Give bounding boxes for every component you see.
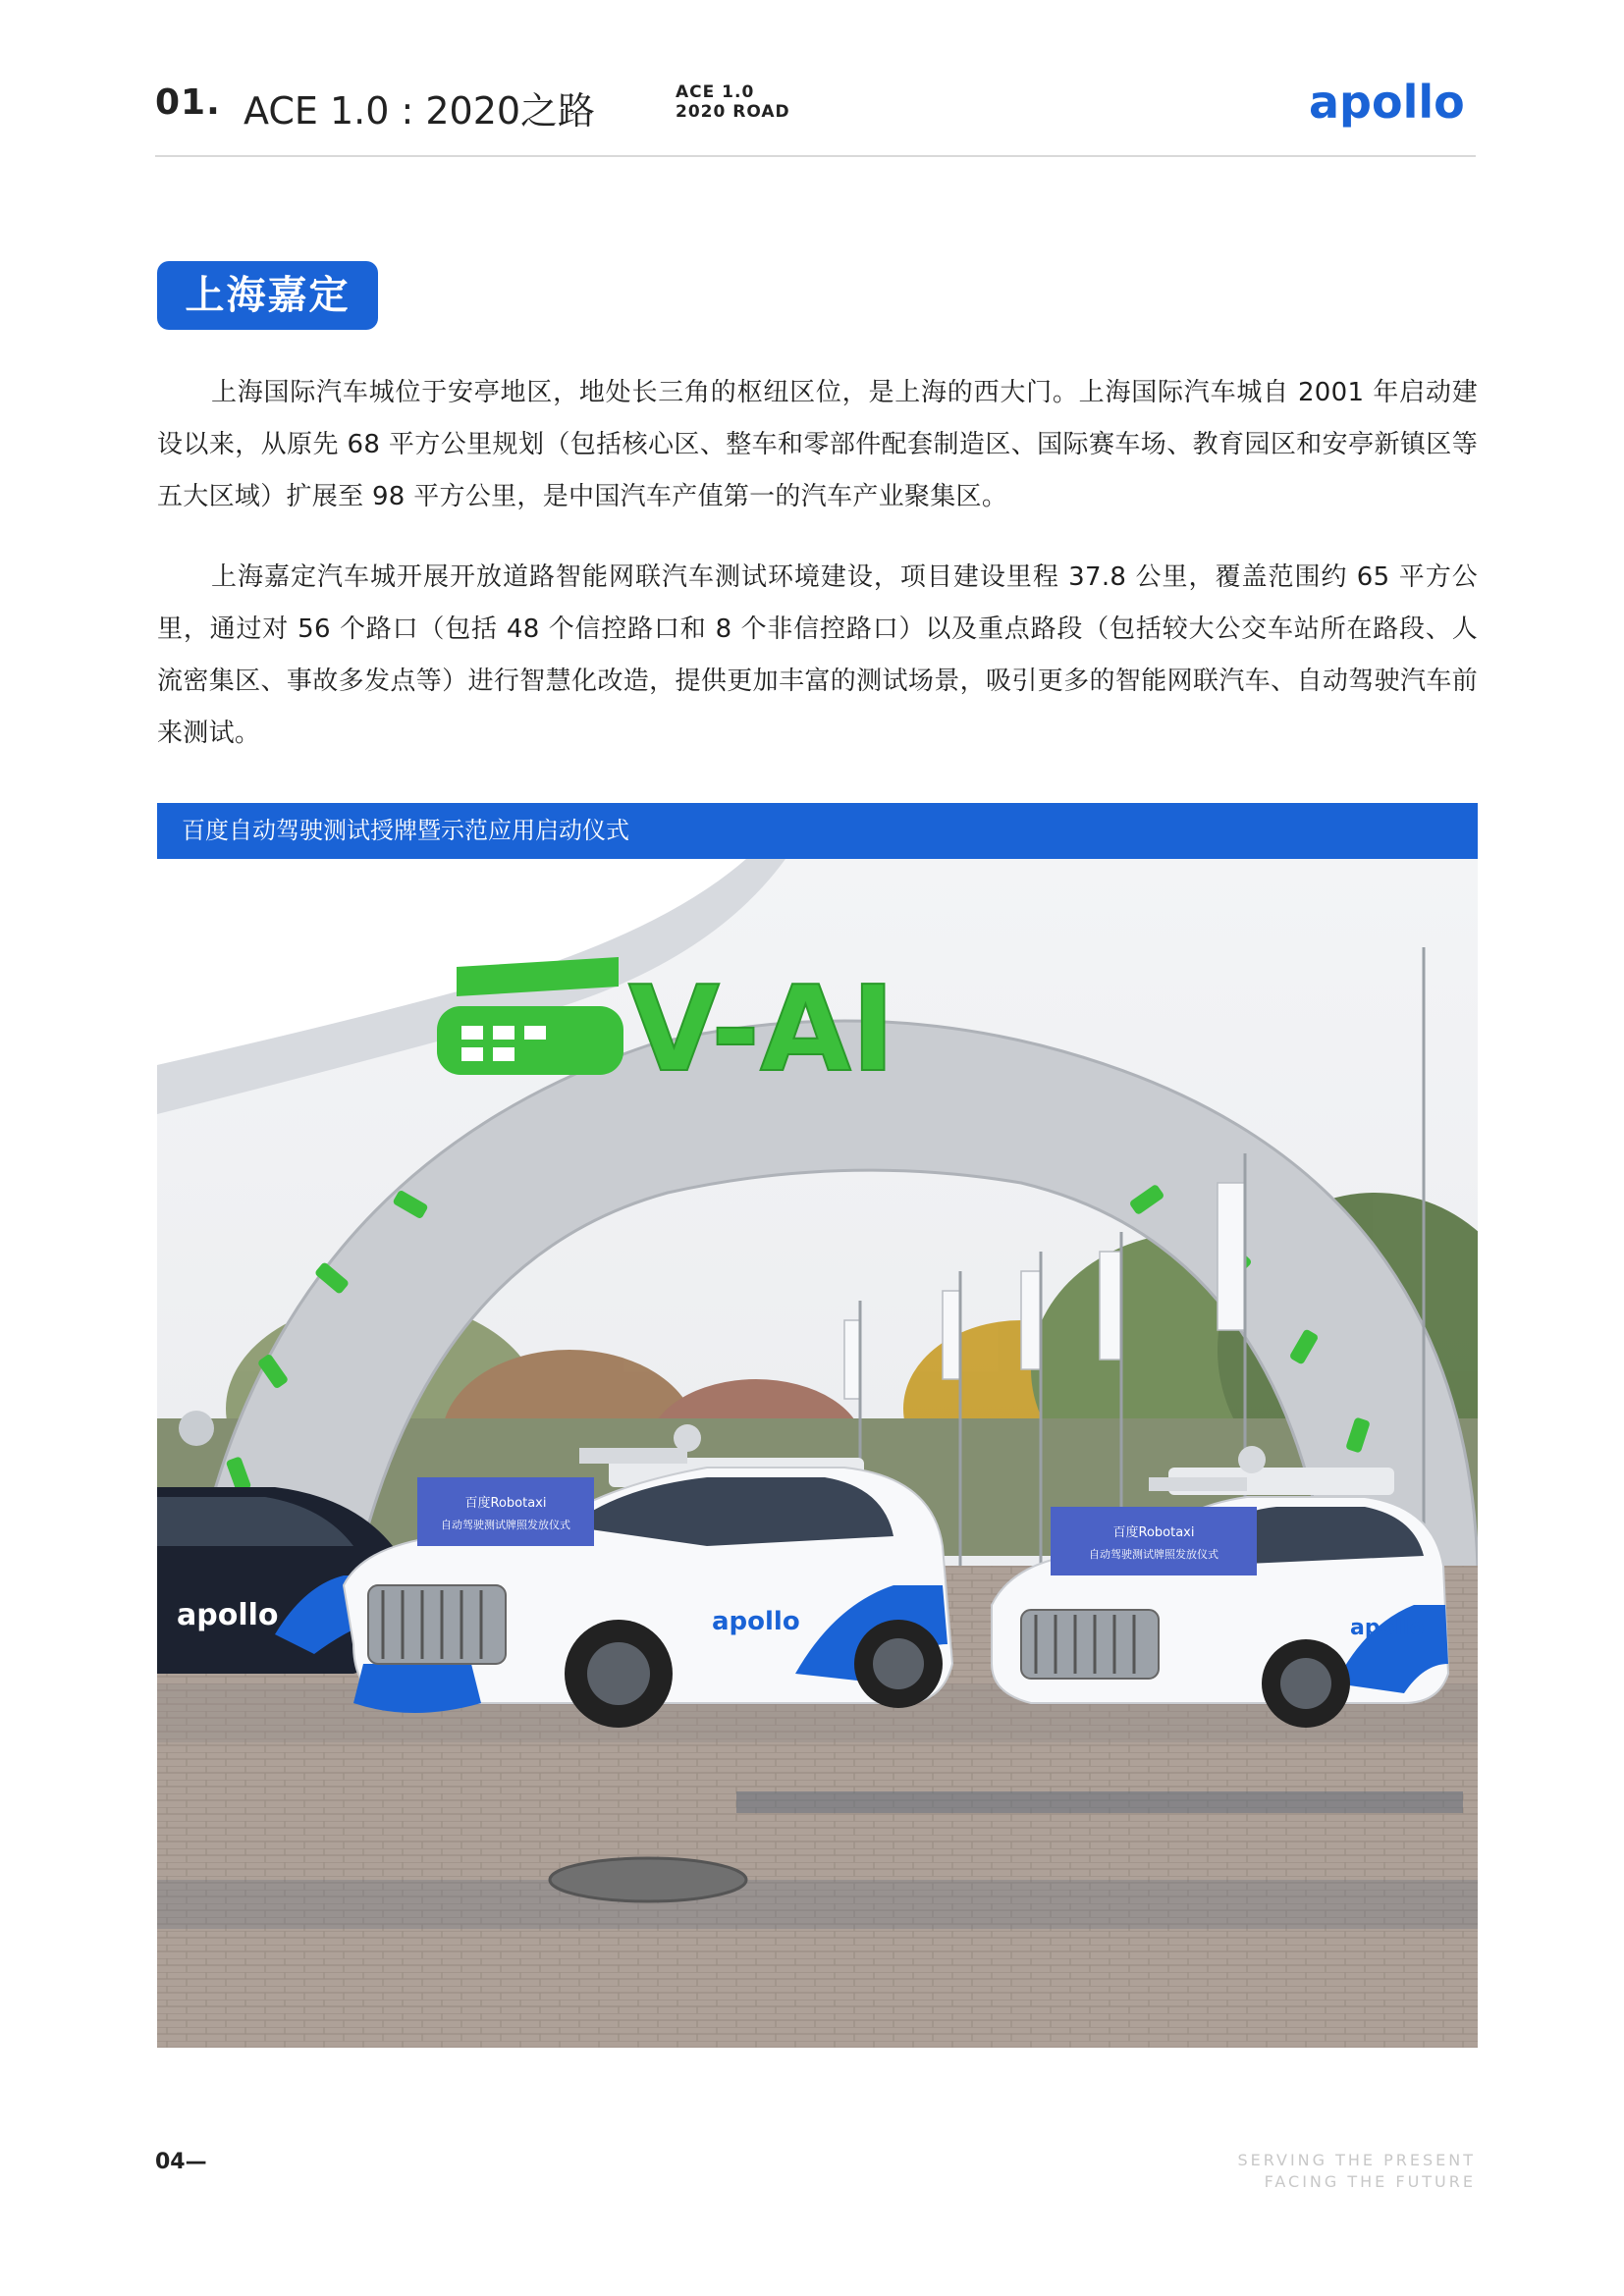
robotaxi-2-livery: apollo <box>1350 1616 1425 1640</box>
footer-tagline <box>1237 2150 1476 2193</box>
robotaxi-2-placard <box>1051 1507 1257 1575</box>
paragraph-2: 上海嘉定汽车城开展开放道路智能网联汽车测试环境建设，项目建设里程 37.8 公里，覆盖范围约 65 平方公里，通过对 56 个路口（包括 48 个信控路口和 8 个非信控路口）以及重点路段（包括较大公交车站所在路段、人流密集区、事故多发点等）进行智慧化改造，提供更加丰富的测试场景，吸引更多的智能网联汽车、自动驾驶汽车前来测试。 <box>157 562 1478 748</box>
robotaxi-1-placard <box>417 1477 594 1546</box>
header-divider <box>155 155 1476 157</box>
subtitle-line-1: ACE 1.0 <box>676 82 755 102</box>
robotaxi-1-livery: apollo <box>712 1607 800 1636</box>
event-photo-illustration <box>157 859 1478 2048</box>
tagline-line-2: FACING THE FUTURE <box>1264 2172 1476 2191</box>
subtitle-line-2: 2020 ROAD <box>676 102 790 122</box>
page-subtitle <box>676 82 790 122</box>
page-title: ACE 1.0 : 2020之路 <box>244 89 596 133</box>
page-header <box>155 77 1476 155</box>
dark-suv-livery: apollo <box>177 1598 279 1632</box>
figure-caption: 百度自动驾驶测试授牌暨示范应用启动仪式 <box>157 803 1478 859</box>
page-number: 04— <box>155 2150 207 2174</box>
paragraph-1: 上海国际汽车城位于安亭地区，地处长三角的枢纽区位，是上海的西大门。上海国际汽车城自 2001 年启动建设以来，从原先 68 平方公里规划（包括核心区、整车和零部件配套制造区、国际赛车场、教育园区和安亭新镇区等五大区域）扩展至 98 平方公里，是中国汽车产值第一的汽车产业聚集区。 <box>157 378 1478 511</box>
section-number: 01. <box>155 82 221 123</box>
apollo-logo <box>1309 77 1476 133</box>
svg-text:自动驾驶测试牌照发放仪式: 自动驾驶测试牌照发放仪式 <box>1089 1548 1218 1561</box>
tagline-line-1: SERVING THE PRESENT <box>1237 2151 1476 2169</box>
v-ai-sign-text: V-AI <box>628 962 895 1098</box>
event-photo <box>157 859 1478 2048</box>
section-tag: 上海嘉定 <box>157 261 378 330</box>
svg-text:百度Robotaxi: 百度Robotaxi <box>464 1496 547 1511</box>
apollo-logo-text: apollo <box>1309 77 1465 129</box>
svg-text:百度Robotaxi: 百度Robotaxi <box>1112 1525 1195 1540</box>
svg-text:自动驾驶测试牌照发放仪式: 自动驾驶测试牌照发放仪式 <box>441 1519 570 1531</box>
